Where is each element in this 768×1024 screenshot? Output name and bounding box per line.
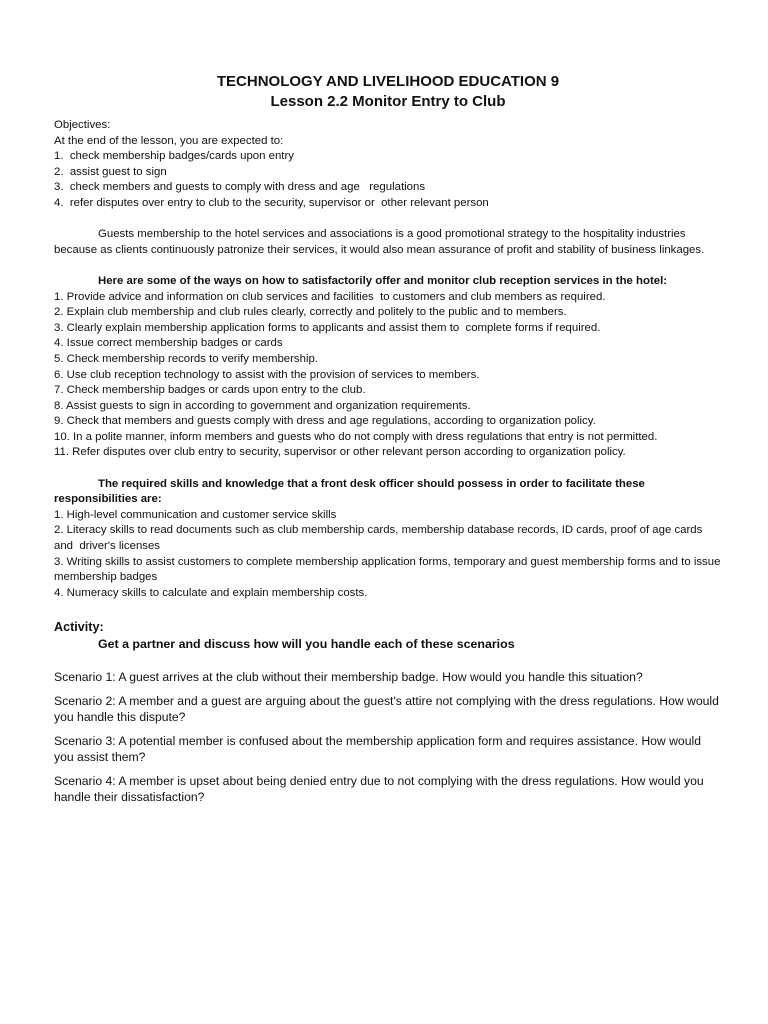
activity-section: [54, 619, 722, 806]
spacer: [54, 212, 722, 228]
objectives-intro: At the end of the lesson, you are expected to:: [54, 134, 284, 147]
objective-item: 4. refer disputes over entry to club to the security, supervisor or other relevant person: [54, 196, 489, 209]
ways-item: 7. Check membership badges or cards upon entry to the club.: [54, 384, 366, 397]
ways-item: 6. Use club reception technology to assist with the provision of services to members.: [54, 368, 480, 381]
scenario-item: Scenario 3: A potential member is confused about the membership application form and requires assistance. How would you assist them?: [54, 733, 701, 765]
ways-item: 10. In a polite manner, inform members and guests who do not comply with dress regulations that entry is not permitted.: [54, 430, 658, 443]
ways-item: 3. Clearly explain membership application forms to applicants and assist them to complete forms if required.: [54, 321, 601, 334]
skills-item: 4. Numeracy skills to calculate and explain membership costs.: [54, 586, 368, 599]
scenario-item: Scenario 4: A member is upset about being denied entry due to not complying with the dress regulations. How would you handle their dissatisfaction?: [54, 773, 704, 805]
skills-section: [54, 477, 722, 602]
ways-item: 8. Assist guests to sign in according to government and organization requirements.: [54, 399, 471, 412]
objectives-section: [54, 118, 722, 212]
skills-item: 3. Writing skills to assist customers to complete membership application forms, temporary and guest membership forms and to issue membership badges: [54, 555, 724, 584]
objectives-heading: Objectives:: [54, 119, 111, 131]
ways-item: 4. Issue correct membership badges or cards: [54, 337, 283, 350]
objective-item: 2. assist guest to sign: [54, 165, 167, 178]
scenario-item: Scenario 2: A member and a guest are arguing about the guest's attire not complying with the dress regulations. How would you handle this dispute?: [54, 693, 719, 725]
lesson-title: Lesson 2.2 Monitor Entry to Club: [270, 93, 506, 110]
spacer: [54, 258, 722, 274]
objective-item: 3. check members and guests to comply with dress and age regulations: [54, 181, 426, 194]
skills-heading: The required skills and knowledge that a front desk officer should possess in order to facilitate these responsibilities are:: [54, 477, 645, 506]
ways-item: 5. Check membership records to verify membership.: [54, 352, 318, 365]
skills-item: 2. Literacy skills to read documents such as club membership cards, membership database records, ID cards, proof of age cards and driver's licenses: [54, 524, 706, 553]
intro-paragraph: Guests membership to the hotel services and associations is a good promotional strategy to the hospitality industries because as clients continuously patronize their services, it would also mean assurance of profit and stability of business linkages.: [54, 228, 705, 256]
activity-instruction: Get a partner and discuss how will you handle each of these scenarios: [98, 637, 515, 652]
ways-item: 9. Check that members and guests comply with dress and age regulations, according to organization policy.: [54, 415, 596, 428]
objective-item: 1. check membership badges/cards upon entry: [54, 150, 294, 163]
spacer: [54, 461, 722, 477]
skills-item: 1. High-level communication and customer service skills: [54, 508, 337, 521]
ways-item: 2. Explain club membership and club rules clearly, correctly and politely to the public and to members.: [54, 306, 567, 319]
ways-heading: Here are some of the ways on how to satisfactorily offer and monitor club reception services in the hotel:: [98, 274, 668, 287]
ways-item: 1. Provide advice and information on club services and facilities to customers and club members as required.: [54, 290, 606, 303]
ways-item: 11. Refer disputes over club entry to security, supervisor or other relevant person according to organization policy.: [54, 446, 626, 459]
scenario-item: Scenario 1: A guest arrives at the club without their membership badge. How would you handle this situation?: [54, 670, 643, 685]
document-title: TECHNOLOGY AND LIVELIHOOD EDUCATION 9: [216, 73, 560, 90]
activity-heading: Activity:: [54, 620, 104, 635]
ways-section: [54, 274, 722, 461]
